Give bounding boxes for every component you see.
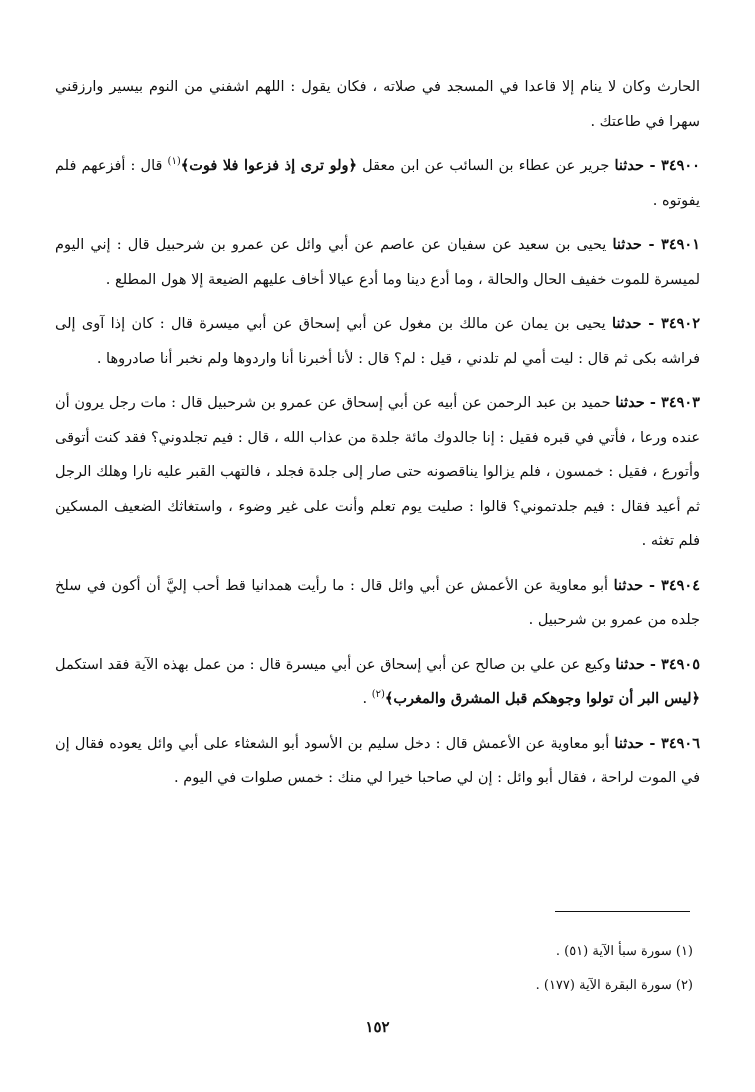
footnote-ref[interactable]: (١) <box>167 156 181 168</box>
hadith-number: ٣٤٩٠٤ - حدثنا <box>613 576 700 594</box>
footnote-2: (٢) سورة البقرة الآية (١٧٧) . <box>535 978 693 993</box>
hadith-34902 <box>55 307 700 376</box>
hadith-text: يحيى بن سعيد عن سفيان عن عاصم عن أبي وائل عن عمرو بن شرحبيل قال : إني اليوم لميسرة للموت خفيف الحال والحالة ، وما أدع دينا وما أدع عيالا أخاف عليهم الضيعة إلا هول المطلع . <box>55 237 700 288</box>
hadith-text: أبو معاوية عن الأعمش عن أبي وائل قال : ما رأيت همدانيا قط أحب إليَّ أن أكون في سلخ جلده من عمرو بن شرحبيل . <box>55 577 700 628</box>
hadith-34906 <box>55 727 700 796</box>
footnote-1: (١) سورة سبأ الآية (٥١) . <box>555 944 693 959</box>
footnotes-block <box>55 935 693 1003</box>
footnote-ref[interactable]: (٢) <box>371 689 385 701</box>
main-text-block <box>55 70 700 806</box>
quran-verse: ﴿ولو ترى إذ فزعوا فلا فوت﴾ <box>180 157 358 174</box>
hadith-34903 <box>55 386 700 559</box>
paragraph-continuation <box>55 70 700 139</box>
hadith-text: وكيع عن علي بن صالح عن أبي إسحاق عن أبي ميسرة قال : من عمل بهذه الآية فقد استكمل <box>55 656 616 673</box>
hadith-34900 <box>55 149 700 218</box>
hadith-text: جرير عن عطاء بن السائب عن ابن معقل <box>357 158 615 174</box>
hadith-text: أبو معاوية عن الأعمش قال : دخل سليم بن الأسود أبو الشعثاء على أبي وائل يعوده فقال إن في الموت لراحة ، فقال أبو وائل : إن لي صاحبا خيرا لي منك : خمس صلوات في اليوم . <box>55 735 700 786</box>
hadith-34904 <box>55 569 700 638</box>
footnote-divider <box>555 911 690 912</box>
hadith-number: ٣٤٩٠٥ - حدثنا <box>615 655 700 673</box>
hadith-text-continued: قال : أفزعهم فلم يفوتوه . <box>55 158 700 209</box>
hadith-34905 <box>55 648 700 717</box>
hadith-text: حميد بن عبد الرحمن عن أبيه عن أبي إسحاق عن عمرو بن شرحبيل قال : مات رجل يرون أن عنده ورعا ، فأتي في قبره فقيل : إنا جالدوك مائة جلدة من عذاب الله ، قال : فيم تجلدوني؟ فقد كنت أتوقى وأتورع ، فقيل : خمسون ، فلم يزالوا يناقصونه حتى صار إلى جلدة فجلد ، فالتهب القبر عليه نارا وهلك الرجل ثم أعيد فقال : فيم جلدتموني؟ قالوا : صليت يوم تعلم وأنت على غير وضوء ، واستغاثك الضعيف المسكين فلم تغثه . <box>55 395 700 549</box>
hadith-text: يحيى بن يمان عن مالك بن مغول عن أبي إسحاق عن أبي ميسرة قال : كان إذا آوى إلى فراشه بكى ثم قال : ليت أمي لم تلدني ، قيل : لم؟ قال : لأنا أخبرنا أنا واردوها ولم نخبر أنا صادروها . <box>55 316 700 367</box>
paragraph-text: الحارث وكان لا ينام إلا قاعدا في المسجد في صلاته ، فكان يقول : اللهم اشفني من النوم بيسير وارزقني سهرا في طاعتك . <box>55 79 700 130</box>
hadith-number: ٣٤٩٠٢ - حدثنا <box>612 315 700 332</box>
quran-verse: ﴿ليس البر أن تولوا وجوهكم قبل المشرق والمغرب﴾ <box>384 690 700 707</box>
hadith-number: ٣٤٩٠١ - حدثنا <box>612 236 700 253</box>
page-number: ١٥٢ <box>365 1018 390 1036</box>
hadith-number: ٣٤٩٠٠ - حدثنا <box>614 157 700 174</box>
hadith-34901 <box>55 228 700 297</box>
hadith-number: ٣٤٩٠٦ - حدثنا <box>614 734 700 752</box>
hadith-text-continued: . <box>362 691 372 707</box>
hadith-number: ٣٤٩٠٣ - حدثنا <box>615 394 700 411</box>
